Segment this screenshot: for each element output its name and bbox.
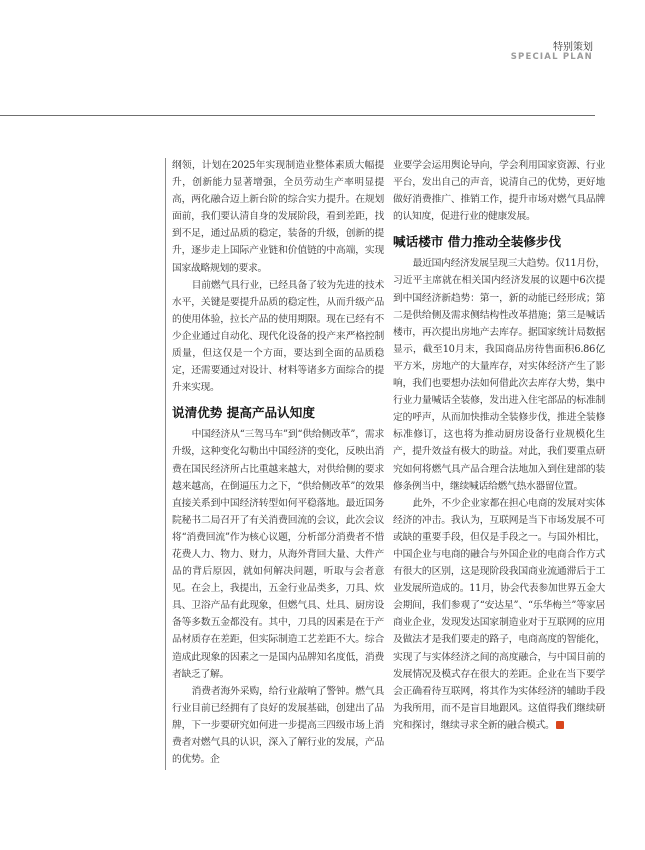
right-column <box>393 157 605 734</box>
right-paragraph-3 <box>393 495 605 734</box>
header-divider <box>0 115 595 116</box>
section-heading-advantages: 说清优势 提高产品认知度 <box>172 405 315 421</box>
right-paragraph-2: 最近国内经济发展呈现三大趋势。仅11月份，习近平主席就在相关国内经济发展的议题中6次提到中国经济新趋势：第一，新的动能已经形成；第二是供给侧及需求侧结构性改革措施；第三是喊话楼市，再次提出房地产去库存。据国家统计局数据显示，截至10月末，我国商品房待售面积6.86亿平方米，房地产的大量库存，对实体经济产生了影响，我们也要想办法如何借此次去库存大势，集中行业力量喊话全装修，发出进入住宅部品的标准制定的呼声，从而加快推动全装修步伐，推进全装修标准修订，这也将为推动厨房设备行业规模化生产，提升效益有极大的助益。对此，我们要重点研究如何将燃气具产品合理合法地加入到住建部的装修条例当中，继续喊话给燃气热水器留位置。 <box>393 258 605 492</box>
section-title: 特别策划 <box>553 42 593 53</box>
left-paragraph-1: 纲领，计划在2025年实现制造业整体素质大幅提升，创新能力显著增强，全员劳动生产率明显提高，两化融合迈上新台阶的综合实力提升。在规划面前，我们要认清自身的发展阶段，看到差距，找到不足，通过品质的稳定，装备的升级，创新的提升，逐步走上国际产业链和价值链的中高端，实现国家战略规划的要求。 <box>172 160 384 274</box>
right-paragraph-1: 业要学会运用舆论导向，学会利用国家资源、行业平台，发出自己的声音，说清自己的优势，更好地做好消费推广、推销工作，提升市场对燃气具品牌的认知度，促进行业的健康发展。 <box>393 160 605 223</box>
section-heading-housing: 喊话楼市 借力推动全装修步伐 <box>393 234 562 250</box>
left-paragraph-3: 中国经济从“三驾马车”到“供给侧改革”，需求升级，这种变化勾勒出中国经济的变化，反映出消费在国民经济所占比重越来越大，对供给侧的要求越来越高，在倒逼压力之下，“供给侧改革”的效果直接关系到中国经济转型如何平稳落地。最近国务院秘书二局召开了有关消费回流的会议，此次会议将“消费回流”作为核心议题，分析部分消费者不惜花费人力、物力、财力，从海外背回大量、大件产品的背后原因，就如何解决问题，听取与会者意见。在会上，我提出，五金行业品类多，刀具、炊具、卫浴产品有此现象，但燃气具、灶具、厨房设备等多数五金都没有。其中，刀具的因素是在于产品材质存在差距，但实际制造工艺差距不大。综合造成此现象的因素之一是国内品牌知名度低，消费者缺乏了解。 <box>172 429 384 680</box>
section-subtitle: SPECIAL PLAN <box>510 52 593 62</box>
left-paragraph-2: 目前燃气具行业，已经具备了较为先进的技术水平，关键是要提升品质的稳定性，从而升级产品的使用体验，拉长产品的使用期限。现在已经有不少企业通过自动化、现代化设备的投产来严格控制质量，但这仅是一个方面，要达到全面的品质稳定，还需要通过对设计、材料等诸多方面综合的提升来实现。 <box>172 279 384 394</box>
left-column <box>172 157 384 768</box>
right-paragraph-3-text: 此外，不少企业家都在担心电商的发展对实体经济的冲击。我认为，互联网是当下市场发展不可或缺的重要手段，但仅是手段之一。与国外相比，中国企业与电商的融合与外国企业的电商合作方式有很大的区别，这是现阶段我国商业流通滞后于工业发展所造成的。11月，协会代表参加世界五金大会期间，我们参观了“安达星”、“乐华梅兰”等家居商业企业，发现发达国家制造业对于互联网的应用及做法才是我们要走的路子，电商高度的智能化，实现了与实体经济之间的高度融合，与中国目前的发展情况及模式存在很大的差距。企业在当下要学会正确看待互联网，将其作为实体经济的辅助手段为我所用，而不是盲目地跟风。这值得我们继续研究和探讨，继续寻求全新的融合模式。 <box>393 497 605 731</box>
end-of-article-icon <box>556 721 564 729</box>
column-side-rule <box>165 158 166 770</box>
left-paragraph-4: 消费者海外采购，给行业敲响了警钟。燃气具行业目前已经拥有了良好的发展基础，创建出了品牌，下一步要研究如何进一步提高三四级市场上消费者对燃气具的认识，深入了解行业的发展，产品的优势。企 <box>172 685 384 766</box>
